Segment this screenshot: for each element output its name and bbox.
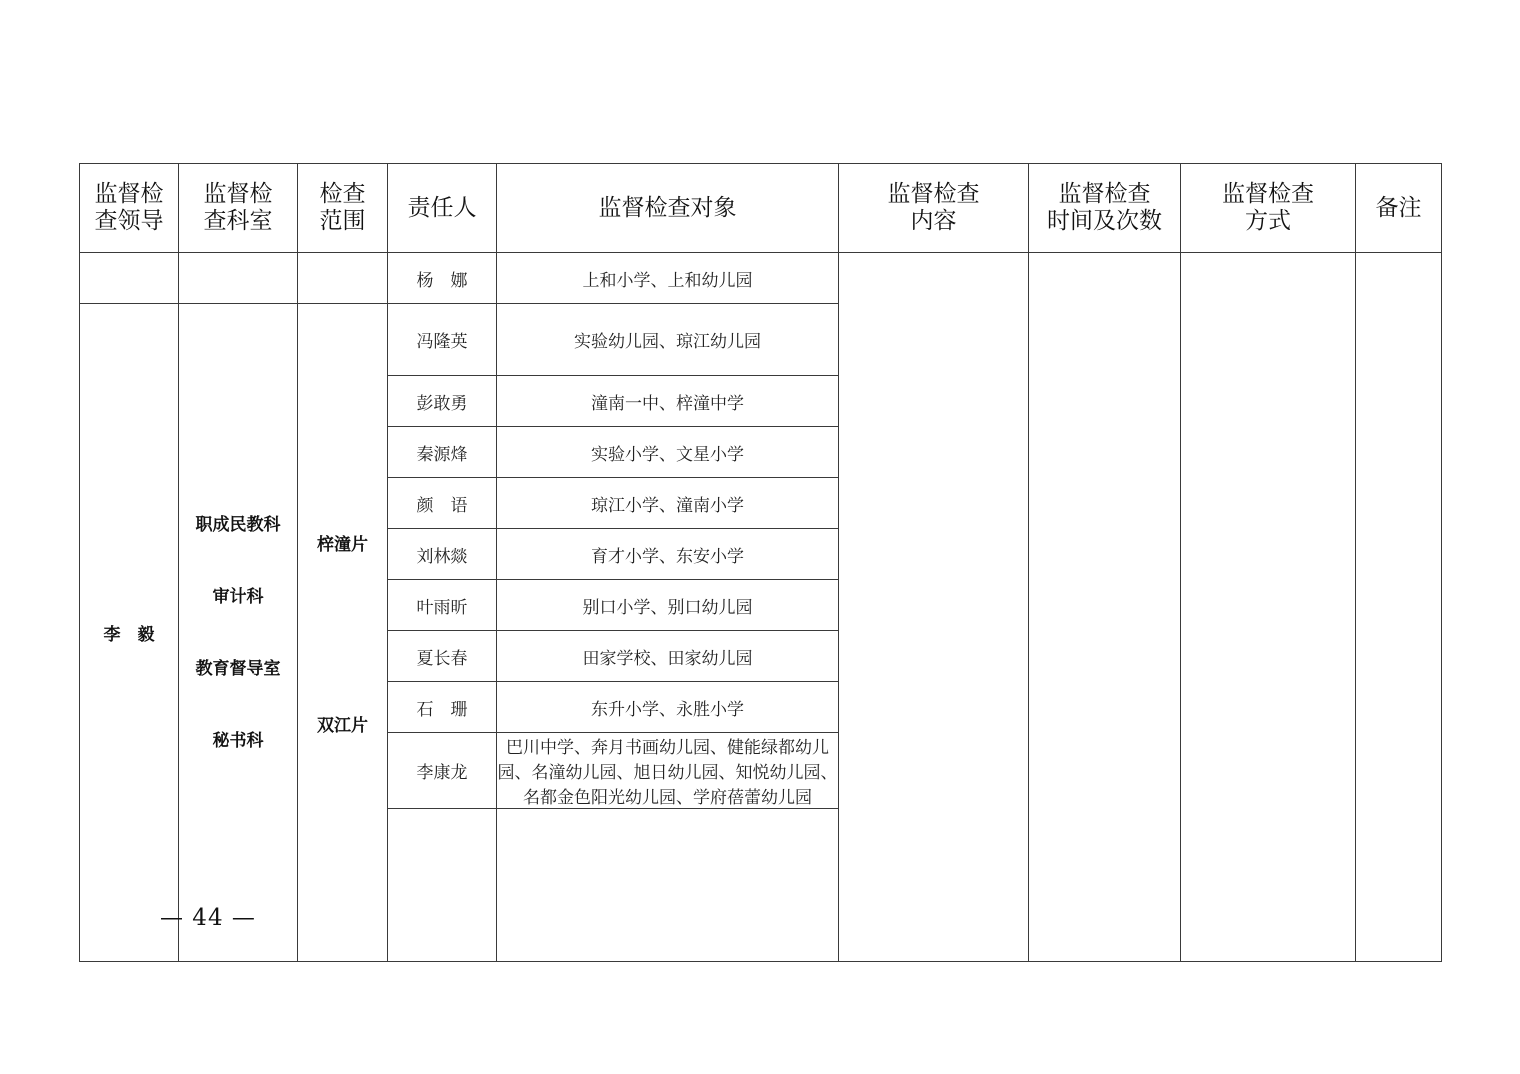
responsible-person: 杨 娜: [388, 253, 497, 304]
header-time-frequency: 监督检查 时间及次数: [1029, 164, 1181, 253]
time-frequency-cell: [1029, 253, 1181, 962]
responsible-person: 颜 语: [388, 478, 497, 529]
inspection-target: 上和小学、上和幼儿园: [497, 253, 839, 304]
header-remarks: 备注: [1356, 164, 1442, 253]
header-method: 监督检查 方式: [1181, 164, 1356, 253]
inspection-target: 巴川中学、奔月书画幼儿园、健能绿都幼儿园、名潼幼儿园、旭日幼儿园、知悦幼儿园、名都金色阳光幼儿园、学府蓓蕾幼儿园: [497, 733, 839, 809]
inspection-target: 别口小学、别口幼儿园: [497, 580, 839, 631]
scope-item: 梓潼片: [317, 534, 368, 555]
responsible-person: 石 珊: [388, 682, 497, 733]
remarks-cell: [1356, 253, 1442, 962]
header-leader: 监督检 查领导: [80, 164, 179, 253]
department-item: 审计科: [212, 586, 264, 607]
responsible-person: 冯隆英: [388, 304, 497, 376]
header-person: 责任人: [388, 164, 497, 253]
content-cell: [839, 253, 1029, 962]
responsible-person: 彭敢勇: [388, 376, 497, 427]
responsible-person: 叶雨昕: [388, 580, 497, 631]
header-target: 监督检查对象: [497, 164, 839, 253]
responsible-person: [388, 809, 497, 962]
department-cell: [179, 304, 298, 962]
header-row: [80, 164, 1442, 253]
responsible-person: 秦源烽: [388, 427, 497, 478]
responsible-person: 夏长春: [388, 631, 497, 682]
department-item: 教育督导室: [195, 658, 281, 679]
responsible-person: 李康龙: [388, 733, 497, 809]
empty-cell: [80, 253, 179, 304]
inspection-target: 实验幼儿园、琼江幼儿园: [497, 304, 839, 376]
inspection-target: 实验小学、文星小学: [497, 427, 839, 478]
inspection-target: 琼江小学、潼南小学: [497, 478, 839, 529]
empty-cell: [298, 253, 388, 304]
inspection-target: [497, 809, 839, 962]
department-item: 职成民教科: [195, 514, 281, 535]
header-scope: 检查 范围: [298, 164, 388, 253]
scope-item: 双江片: [317, 715, 368, 736]
supervision-table: [79, 163, 1442, 962]
responsible-person: 刘林燚: [388, 529, 497, 580]
header-content: 监督检查 内容: [839, 164, 1029, 253]
leader-cell: 李 毅: [80, 304, 179, 962]
page-number: — 44 —: [160, 905, 256, 931]
inspection-target: 田家学校、田家幼儿园: [497, 631, 839, 682]
empty-cell: [179, 253, 298, 304]
inspection-target: 潼南一中、梓潼中学: [497, 376, 839, 427]
table-row: [80, 253, 1442, 304]
inspection-target: 育才小学、东安小学: [497, 529, 839, 580]
scope-cell: [298, 304, 388, 962]
department-item: 秘书科: [212, 730, 264, 751]
header-department: 监督检 查科室: [179, 164, 298, 253]
method-cell: [1181, 253, 1356, 962]
inspection-target: 东升小学、永胜小学: [497, 682, 839, 733]
